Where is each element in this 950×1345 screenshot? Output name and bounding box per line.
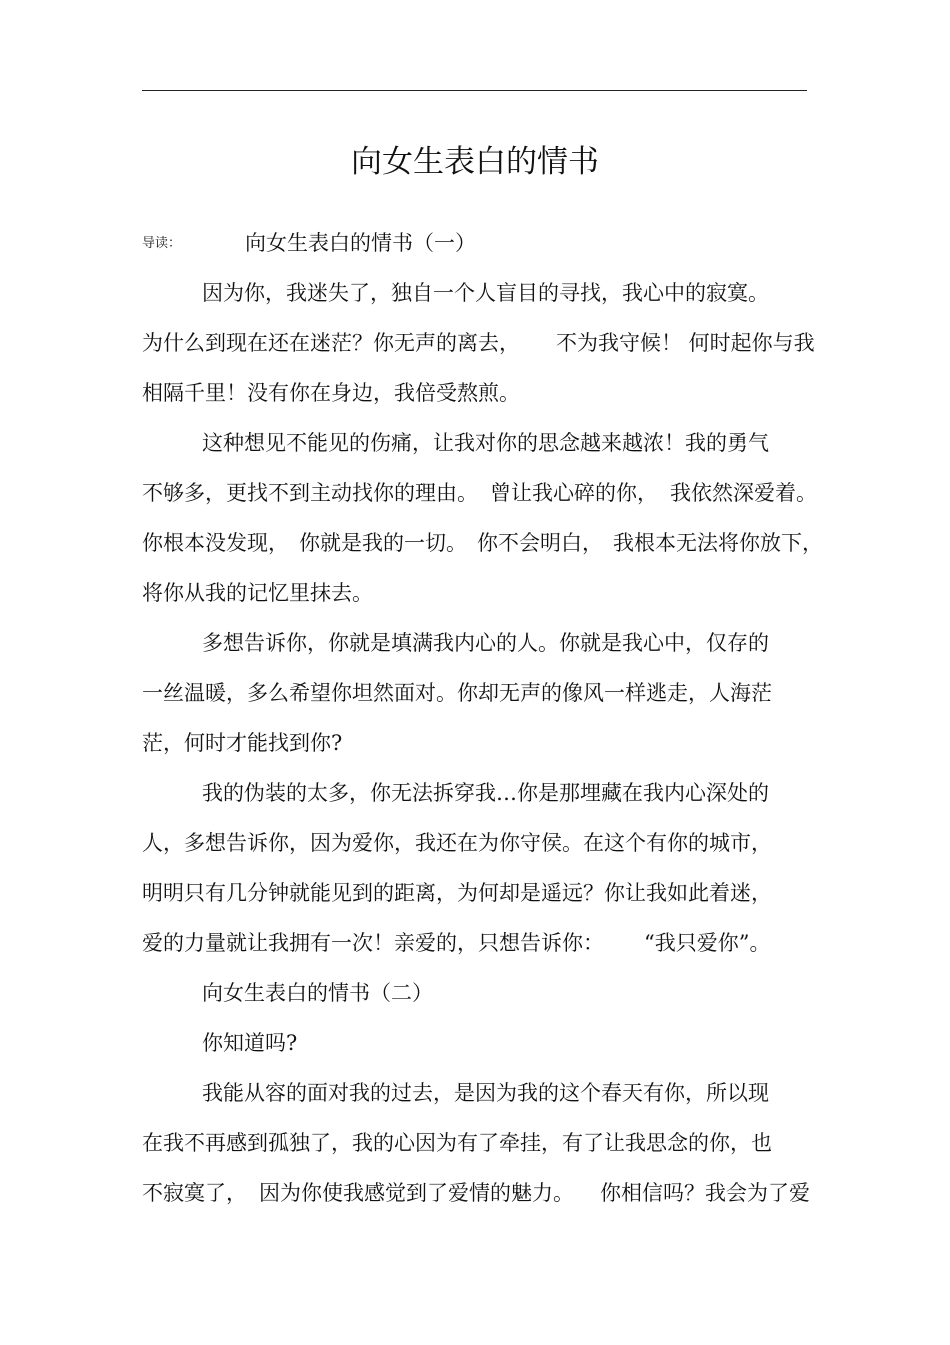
- lead-label: 导读：: [142, 236, 182, 251]
- paragraph-line: 我的伪装的太多，你无法拆穿我…你是那埋藏在我内心深处的: [202, 781, 769, 805]
- text-segment: “我只爱你”。: [644, 931, 771, 955]
- text-segment: 我根本无法将你放下，: [613, 531, 823, 555]
- section-heading-two: 向女生表白的情书（二）: [202, 981, 433, 1005]
- paragraph-line: [142, 1178, 810, 1208]
- paragraph-line: 你知道吗?: [202, 1031, 298, 1055]
- paragraph-line: [142, 928, 770, 958]
- paragraph-line: 茫，何时才能找到你?: [142, 731, 343, 755]
- paragraph-line: [142, 328, 815, 358]
- text-segment: 你不会明白，: [477, 531, 603, 555]
- document-title: 向女生表白的情书: [351, 144, 599, 180]
- header-rule: [142, 90, 807, 91]
- paragraph-line: 多想告诉你，你就是填满我内心的人。你就是我心中，仅存的: [202, 631, 769, 655]
- paragraph-line: 这种想见不能见的伤痛，让我对你的思念越来越浓！我的勇气: [202, 431, 769, 455]
- text-segment: 因为你使我感觉到了爱情的魅力。: [259, 1181, 574, 1205]
- paragraph-line: [142, 478, 817, 508]
- text-segment: 不为我守候！ 何时起你与我: [556, 331, 815, 355]
- text-segment: 爱的力量就让我拥有一次！亲爱的，只想告诉你：: [142, 931, 604, 955]
- paragraph-line: 将你从我的记忆里抹去。: [142, 581, 373, 605]
- text-segment: 不够多，更找不到主动找你的理由。: [142, 481, 478, 505]
- text-segment: 曾让我心碎的你，: [490, 481, 658, 505]
- text-segment: 你相信吗？我会为了爱: [600, 1181, 810, 1205]
- paragraph-line: 因为你，我迷失了，独自一个人盲目的寻找，我心中的寂寞。: [202, 281, 769, 305]
- paragraph-line: 在我不再感到孤独了，我的心因为有了牵挂，有了让我思念的你，也: [142, 1131, 772, 1155]
- paragraph-line: 我能从容的面对我的过去，是因为我的这个春天有你，所以现: [202, 1081, 769, 1105]
- text-segment: 我依然深爱着。: [670, 481, 817, 505]
- text-segment: 不寂寞了，: [142, 1181, 247, 1205]
- text-segment: 你就是我的一切。: [299, 531, 467, 555]
- section-heading-one: 向女生表白的情书（一）: [245, 231, 476, 255]
- text-segment: 你根本没发现，: [142, 531, 289, 555]
- paragraph-line: 一丝温暖，多么希望你坦然面对。你却无声的像风一样逃走，人海茫: [142, 681, 772, 705]
- text-segment: 为什么到现在还在迷茫？你无声的离去，: [142, 331, 520, 355]
- paragraph-line: 明明只有几分钟就能见到的距离，为何却是遥远？你让我如此着迷，: [142, 881, 772, 905]
- paragraph-line: 人，多想告诉你，因为爱你，我还在为你守侯。在这个有你的城市，: [142, 831, 772, 855]
- paragraph-line: 相隔千里！没有你在身边，我倍受熬煎。: [142, 381, 520, 405]
- paragraph-line: [142, 528, 823, 558]
